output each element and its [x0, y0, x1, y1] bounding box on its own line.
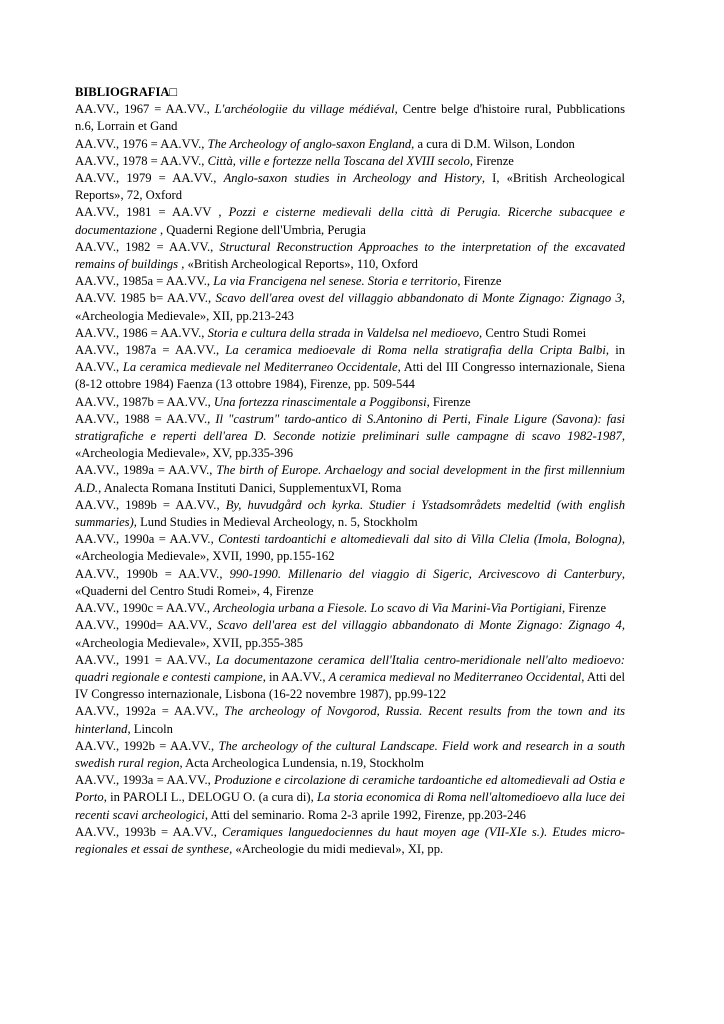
entry-title: Il "castrum" tardo-antico di S.Antonino di Perti, Finale Ligure (Savona): fasi stratigrafiche e reperti dell'area D. Seconde notizie preliminari sulle campagne di scavo 1982-1987	[75, 411, 625, 444]
entry-title: La ceramica medioevale di Roma nella stratigrafia della Cripta Balbi	[225, 343, 606, 358]
entry-citation-key: AA.VV., 1992b = AA.VV.,	[75, 738, 219, 753]
bibliography-entry	[75, 290, 625, 324]
entry-details: , in PAROLI L., DELOGU O. (a cura di),	[103, 790, 317, 805]
entry-citation-key: AA.VV., 1989a = AA.VV.,	[75, 463, 217, 478]
bibliography-entry	[75, 170, 625, 204]
entry-citation-key: AA.VV., 1993b = AA.VV.,	[75, 824, 223, 839]
entry-title: Produzione e circolazione di ceramiche tardoantiche ed altomedievali ad Ostia e Porto	[75, 773, 625, 805]
entry-citation-key: AA.VV., 1987a = AA.VV.,	[75, 343, 226, 358]
entry-title: Ceramiques languedociennes du haut moyen age (VII-XIe s.). Etudes micro-regionales et essai de synthese	[75, 824, 625, 856]
entry-citation-key: AA.VV., 1967 = AA.VV.,	[75, 102, 215, 117]
entry-citation-key: AA.VV., 1981 = AA.VV ,	[75, 205, 229, 220]
entry-citation-key: AA.VV., 1991 = AA.VV.,	[75, 652, 216, 667]
entry-citation-key: AA.VV., 1978 = AA.VV.,	[75, 153, 208, 168]
entry-title-secondary: La ceramica medievale nel Mediterraneo Occidentale	[122, 360, 398, 375]
entry-citation-key: AA.VV. 1985 b= AA.VV.,	[75, 291, 216, 306]
bibliography-entry	[75, 394, 625, 411]
entry-details: , «Archeologia Medievale», XVII, pp.355-385	[75, 618, 625, 650]
entry-details: , Firenze	[426, 394, 471, 409]
entry-title: Archeologia urbana a Fiesole. Lo scavo di Via Marini-Via Portigiani	[213, 601, 563, 616]
entry-title-secondary: A ceramica medieval no Mediterraneo Occidental	[328, 669, 582, 684]
entry-citation-key: AA.VV., 1990a = AA.VV.,	[75, 532, 219, 547]
entry-citation-key: AA.VV., 1986 = AA.VV.,	[75, 325, 208, 340]
entry-details: , «British Archeological Reports», 110, Oxford	[178, 257, 418, 272]
entry-details: , Lund Studies in Medieval Archeology, n. 5, Stockholm	[133, 515, 418, 530]
entry-title: 990-1990. Millenario del viaggio di Sigeric, Arcivescovo di Canterbury	[229, 566, 622, 581]
bibliography-entry	[75, 772, 625, 824]
entry-details: , «Archeologia Medievale», XVII, 1990, pp.155-162	[75, 532, 625, 564]
entry-details: , «Quaderni del Centro Studi Romei», 4, Firenze	[75, 566, 625, 598]
entry-citation-key: AA.VV., 1993a = AA.VV.,	[75, 773, 215, 788]
entry-title: La via Francigena nel senese. Storia e territorio	[213, 274, 458, 289]
entry-title: The Archeology of anglo-saxon England	[207, 136, 412, 151]
entry-title: Pozzi e cisterne medievali della città di Perugia. Ricerche subacquee e documentazione	[75, 205, 625, 237]
entry-citation-key: AA.VV., 1992a = AA.VV.,	[75, 704, 225, 719]
bibliography-list	[75, 101, 625, 858]
entry-details: , Acta Archeologica Lundensia, n.19, Stockholm	[179, 755, 424, 770]
bibliography-entry	[75, 600, 625, 617]
bibliography-entry	[75, 273, 625, 290]
entry-details: , a cura di D.M. Wilson, London	[411, 136, 575, 151]
entry-citation-key: AA.VV., 1982 = AA.VV.,	[75, 239, 220, 254]
entry-details: , «Archeologie du midi medieval», XI, pp.	[229, 841, 444, 856]
entry-details-secondary: , Atti del seminario. Roma 2-3 aprile 1992, Firenze, pp.203-246	[204, 807, 526, 822]
bibliography-entry	[75, 239, 625, 273]
entry-title: By, huvudgård och kyrka. Studier i Ystadsområdets medeltid (with english summaries)	[75, 497, 625, 530]
bibliography-entry	[75, 824, 625, 858]
bibliography-entry	[75, 204, 625, 238]
entry-details: , Analecta Romana Instituti Danici, SupplementuxVI, Roma	[98, 480, 402, 495]
entry-title: Scavo dell'area est del villaggio abbandonato di Monte Zignago: Zignago 4	[217, 618, 622, 633]
entry-title: Contesti tardoantichi e altomedievali dal sito di Villa Clelia (Imola, Bologna)	[218, 532, 622, 547]
entry-title-secondary: La storia economica di Roma nell'altomedioevo alla luce dei recenti scavi archeologici	[75, 790, 625, 822]
entry-title: Scavo dell'area ovest del villaggio abbandonato di Monte Zignago: Zignago 3	[215, 291, 622, 306]
bibliography-entry	[75, 497, 625, 531]
bibliography-heading: BIBLIOGRAFIA□	[75, 85, 178, 99]
entry-details: Centro Studi Romei	[482, 325, 587, 340]
bibliography-entry	[75, 101, 625, 135]
bibliography-entry	[75, 136, 625, 153]
entry-citation-key: AA.VV., 1976 = AA.VV.,	[75, 136, 208, 151]
entry-title: The archeology of Novgorod, Russia. Recent results from the town and its hinterland	[75, 704, 625, 736]
entry-citation-key: AA.VV., 1988 = AA.VV.,	[75, 411, 216, 426]
bibliography-entry	[75, 566, 625, 600]
entry-title: The archeology of the cultural Landscape. Field work and research in a south swedish rural region	[75, 738, 625, 770]
entry-title: La documentazone ceramica dell'Italia centro-meridionale nell'alto medioevo: quadri regionale e contesti campione	[75, 652, 625, 684]
entry-title: The birth of Europe. Archaelogy and social development in the first millennium A.D.	[75, 463, 625, 495]
entry-details: , Centre belge d'histoire rural, Pubblications n.6, Lorrain et Gand	[75, 102, 625, 134]
bibliography-entry	[75, 325, 625, 342]
entry-details: , «Archeologia Medievale», XV, pp.335-396	[75, 429, 625, 461]
entry-citation-key: AA.VV., 1989b = AA.VV.,	[75, 497, 226, 512]
entry-details-secondary: , Atti del III Congresso internazionale, Siena (8-12 ottobre 1984) Faenza (13 ottobre 1984), Firenze, pp. 509-544	[75, 360, 625, 392]
bibliography-entry	[75, 153, 625, 170]
entry-citation-key: AA.VV., 1985a = AA.VV.,	[75, 274, 214, 289]
entry-citation-key: AA.VV., 1990c = AA.VV.,	[75, 601, 214, 616]
entry-title: Città, ville e fortezze nella Toscana del XVIII secolo	[207, 153, 470, 168]
bibliography-entry	[75, 462, 625, 496]
entry-details: , I, «British Archeological Reports», 72, Oxford	[75, 171, 625, 203]
bibliography-entry	[75, 531, 625, 565]
bibliography-entry	[75, 617, 625, 651]
entry-details: , in AA.VV.,	[262, 669, 329, 684]
entry-title: Una fortezza rinascimentale a Poggibonsi	[213, 394, 427, 409]
entry-details: , Quaderni Regione dell'Umbria, Perugia	[156, 222, 366, 237]
document-page	[75, 84, 625, 858]
entry-title: L'archéologiie du village médiéval	[214, 102, 395, 117]
entry-title: Structural Reconstruction Approaches to the interpretation of the excavated remains of buildings	[75, 239, 625, 272]
bibliography-entry	[75, 411, 625, 463]
entry-details: , Firenze	[562, 601, 607, 616]
entry-citation-key: AA.VV., 1987b = AA.VV.,	[75, 394, 214, 409]
entry-details: , in AA.VV.,	[75, 343, 625, 375]
entry-details: , Firenze	[469, 153, 514, 168]
bibliography-entry	[75, 738, 625, 772]
entry-citation-key: AA.VV., 1979 = AA.VV.,	[75, 171, 224, 186]
entry-citation-key: AA.VV., 1990b = AA.VV.,	[75, 566, 230, 581]
bibliography-entry	[75, 342, 625, 394]
entry-citation-key: AA.VV., 1990d= AA.VV.,	[75, 618, 218, 633]
bibliography-entry	[75, 703, 625, 737]
entry-details-secondary: , Atti del IV Congresso internazionale, Lisbona (16-22 novembre 1987), pp.99-122	[75, 669, 625, 702]
bibliography-entry	[75, 652, 625, 704]
entry-details: , «Archeologia Medievale», XII, pp.213-243	[75, 291, 625, 323]
entry-details: , Firenze	[457, 274, 502, 289]
entry-title: Storia e cultura della strada in Valdelsa nel medioevo,	[207, 325, 483, 340]
entry-title: Anglo-saxon studies in Archeology and History	[223, 171, 482, 186]
entry-details: , Lincoln	[127, 721, 173, 736]
